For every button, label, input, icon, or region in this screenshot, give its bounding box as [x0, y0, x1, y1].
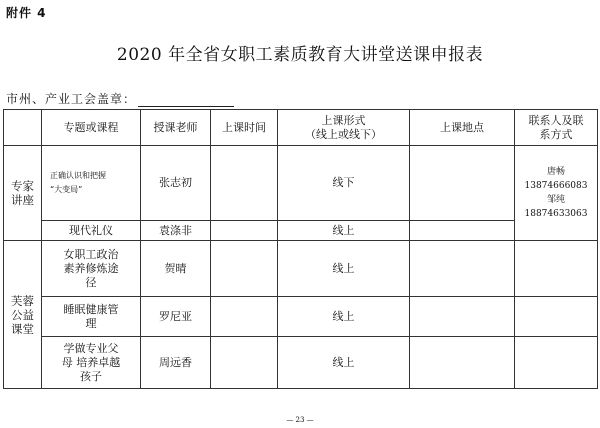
header-form-line2: （线上或线下） — [305, 127, 382, 141]
teacher-cell: 张志初 — [141, 146, 211, 221]
page-title: 2020 年全省女职工素质教育大讲堂送课申报表 — [116, 45, 484, 65]
cat1-line2: 讲座 — [11, 193, 34, 207]
header-topic: 专题或课程 — [42, 110, 141, 146]
contact-cell — [515, 146, 598, 241]
seal-blank — [138, 95, 234, 107]
topic-line1: 学做专业父 — [63, 341, 119, 355]
time-cell — [211, 221, 278, 241]
cat1-line1: 专家 — [11, 179, 34, 193]
topic-line3: 径 — [85, 275, 97, 289]
header-corner — [4, 110, 42, 146]
topic-cell — [42, 146, 141, 221]
form-cell: 线上 — [278, 241, 410, 297]
topic-cell — [42, 337, 141, 389]
place-cell — [410, 221, 515, 241]
topic-line1: 女职工政治 — [63, 247, 119, 261]
contact-cell — [515, 241, 598, 297]
teacher-cell: 贺晴 — [141, 241, 211, 297]
topic-cell: 现代礼仪 — [42, 221, 141, 241]
topic-line3: 孩子 — [80, 369, 102, 383]
header-form-line1: 上课形式 — [321, 113, 366, 127]
header-contact-line1: 联系人及联 — [528, 113, 584, 127]
time-cell — [211, 241, 278, 297]
category-expert-lecture — [4, 146, 42, 241]
place-cell — [410, 146, 515, 221]
topic-line2: 素养修炼途 — [63, 261, 119, 275]
contact-name-1: 唐畅 — [546, 167, 565, 177]
header-teacher: 授课老师 — [141, 110, 211, 146]
topic-line1: 正确认识和把握 — [50, 171, 106, 180]
table-row — [4, 297, 598, 337]
form-cell: 线上 — [278, 221, 410, 241]
contact-cell — [515, 337, 598, 389]
table-row — [4, 337, 598, 389]
topic-line2: “大变局” — [50, 185, 83, 194]
topic-line2: 母 培养卓越 — [61, 355, 121, 369]
place-cell — [410, 297, 515, 337]
form-cell: 线上 — [278, 337, 410, 389]
teacher-cell: 袁涤非 — [141, 221, 211, 241]
category-furong-public-class — [4, 241, 42, 389]
time-cell — [211, 146, 278, 221]
time-cell — [211, 337, 278, 389]
cat2-line2: 公益 — [11, 307, 34, 322]
form-cell: 线下 — [278, 146, 410, 221]
table-row — [4, 241, 598, 297]
teacher-cell: 罗尼亚 — [141, 297, 211, 337]
topic-cell — [42, 297, 141, 337]
contact-phone-2: 18874633063 — [524, 209, 588, 219]
table-row — [4, 146, 598, 221]
header-row — [4, 110, 598, 146]
contact-cell — [515, 297, 598, 337]
place-cell — [410, 337, 515, 389]
topic-line2: 理 — [85, 316, 97, 330]
header-contact-line2: 系方式 — [539, 127, 573, 141]
header-contact — [515, 110, 598, 146]
attachment-label: 附件 4 — [6, 6, 47, 20]
header-form — [278, 110, 410, 146]
contact-phone-1: 13874666083 — [524, 181, 588, 191]
header-place: 上课地点 — [410, 110, 515, 146]
seal-line — [6, 90, 234, 107]
page-number: — 23 — — [286, 416, 314, 424]
place-cell — [410, 241, 515, 297]
time-cell — [211, 297, 278, 337]
topic-line1: 睡眠健康管 — [63, 302, 119, 316]
application-table — [3, 109, 598, 389]
teacher-cell: 周远香 — [141, 337, 211, 389]
header-time: 上课时间 — [211, 110, 278, 146]
cat2-line3: 课堂 — [11, 321, 34, 336]
table-row — [4, 221, 598, 241]
topic-cell — [42, 241, 141, 297]
cat2-line1: 芙蓉 — [11, 293, 34, 308]
form-cell: 线上 — [278, 297, 410, 337]
seal-label: 市州、产业工会盖章： — [6, 92, 137, 106]
contact-name-2: 邹纯 — [546, 195, 565, 205]
